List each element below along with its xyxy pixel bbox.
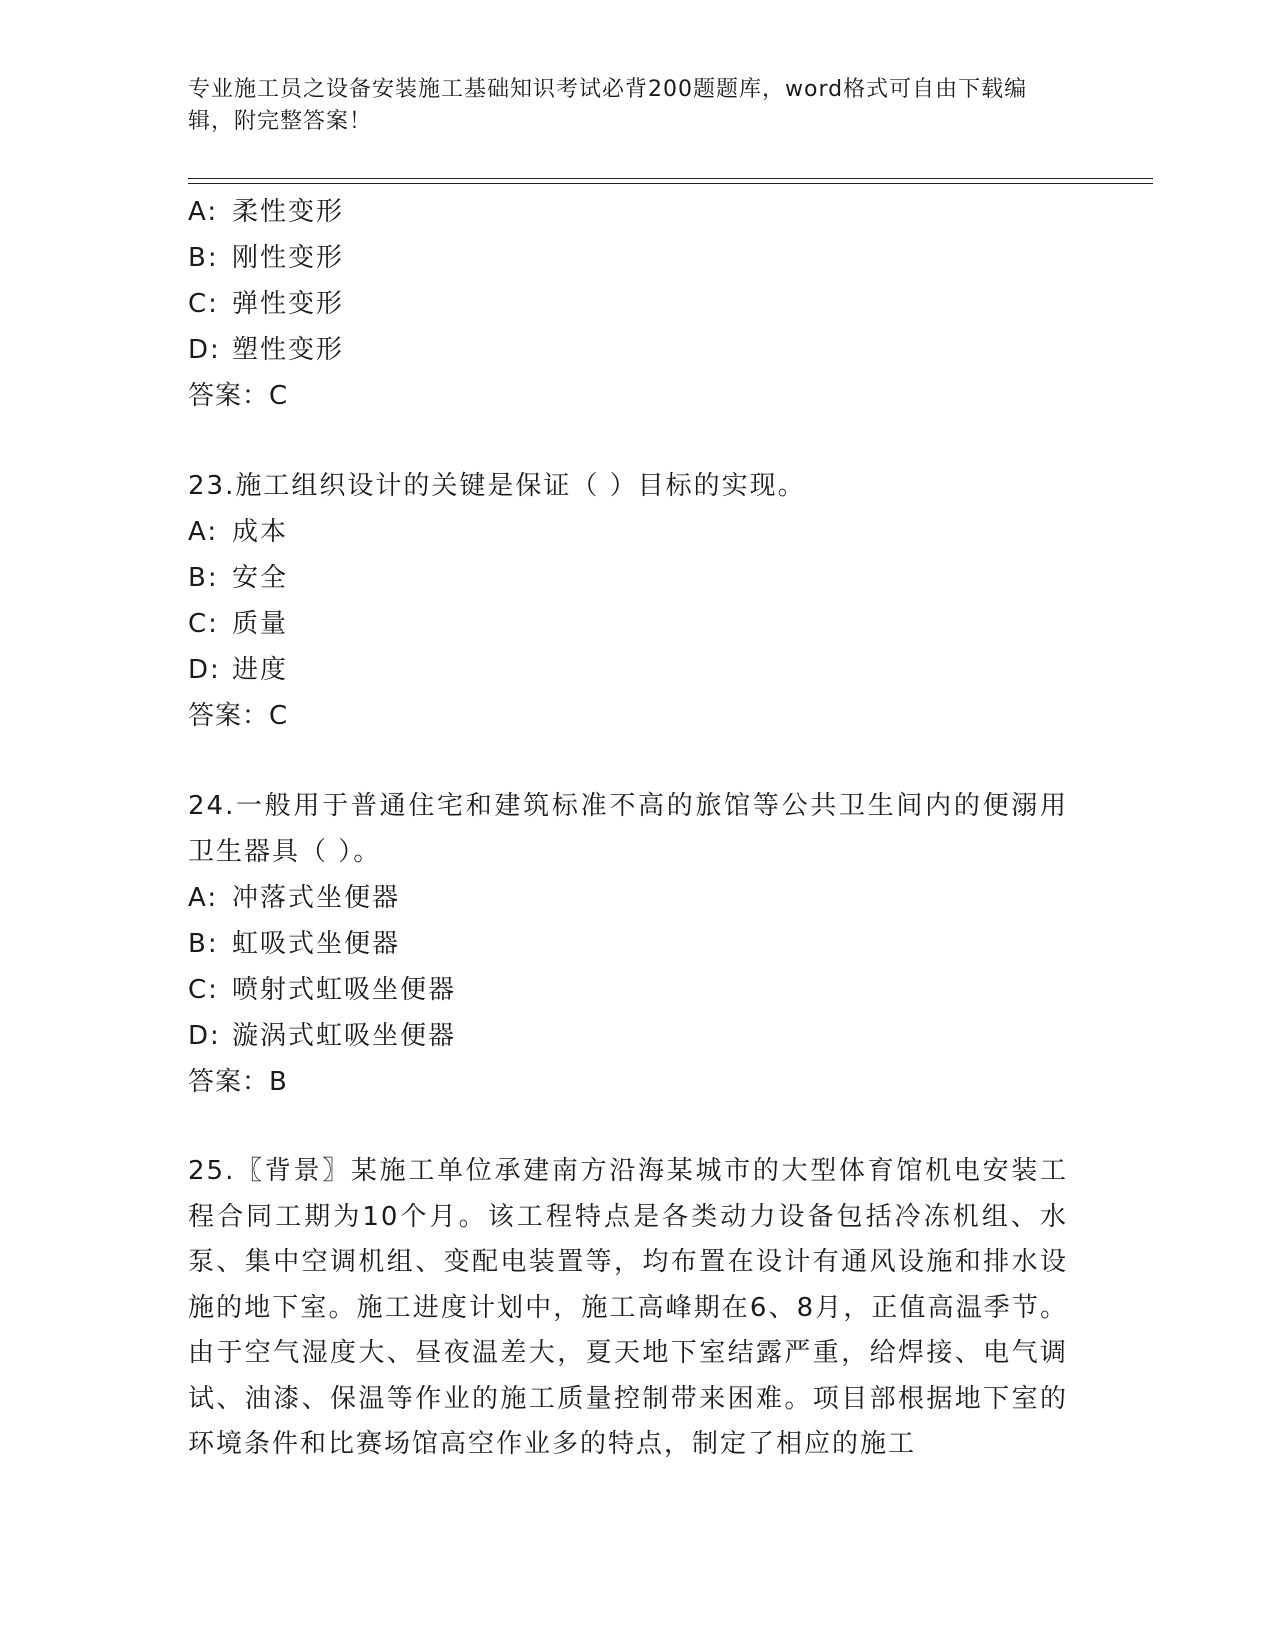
option-text: 虹吸式坐便器 [232, 929, 401, 959]
question-23 [188, 463, 1068, 739]
option-a [188, 875, 1068, 921]
option-d [188, 1013, 1068, 1059]
header-rule-bottom [188, 183, 1153, 184]
option-letter: D: [188, 655, 221, 685]
option-a [188, 189, 1068, 235]
question-text: 23.施工组织设计的关键是保证（ ）目标的实现。 [188, 471, 806, 501]
option-a [188, 509, 1068, 555]
option-d [188, 647, 1068, 693]
option-b [188, 555, 1068, 601]
option-d [188, 327, 1068, 373]
option-b [188, 921, 1068, 967]
question-24 [188, 783, 1068, 1105]
option-letter: C: [188, 975, 219, 1005]
option-text: 质量 [232, 609, 289, 639]
answer: 答案：B [188, 1067, 288, 1097]
option-letter: B: [188, 929, 219, 959]
option-letter: A: [188, 517, 219, 547]
option-text: 喷射式虹吸坐便器 [232, 975, 457, 1005]
option-c [188, 281, 1068, 327]
option-c [188, 601, 1068, 647]
option-letter: C: [188, 609, 219, 639]
question-text: 25.〖背景〗某施工单位承建南方沿海某城市的大型体育馆机电安装工程合同工期为10个月。该工程特点是各类动力设备包括冷冻机组、水泵、集中空调机组、变配电装置等，均布置在设计有通风设施和排水设施的地下室。施工进度计划中，施工高峰期在6、8月，正值高温季节。由于空气湿度大、昼夜温差大，夏天地下室结露严重，给焊接、电气调试、油漆、保温等作业的施工质量控制带来困难。项目部根据地下室的环境条件和比赛场馆高空作业多的特点，制定了相应的施工 [188, 1156, 1068, 1459]
option-text: 弹性变形 [232, 289, 345, 319]
option-text: 刚性变形 [232, 243, 345, 273]
option-letter: C: [188, 289, 219, 319]
option-text: 冲落式坐便器 [232, 883, 401, 913]
header-rule-top [188, 178, 1153, 179]
option-letter: A: [188, 883, 219, 913]
option-text: 柔性变形 [232, 197, 345, 227]
option-text: 漩涡式虹吸坐便器 [232, 1021, 457, 1051]
document-body [188, 189, 1068, 1468]
document-header: 专业施工员之设备安装施工基础知识考试必背200题题库，word格式可自由下载编辑，附完整答案！ [188, 77, 1028, 134]
option-letter: D: [188, 335, 221, 365]
option-letter: B: [188, 243, 219, 273]
question-25 [188, 1149, 1068, 1468]
option-text: 成本 [232, 517, 289, 547]
question-22 [188, 189, 1068, 419]
option-text: 塑性变形 [232, 335, 345, 365]
option-text: 安全 [232, 563, 289, 593]
answer: 答案：C [188, 381, 289, 411]
question-text: 24.一般用于普通住宅和建筑标准不高的旅馆等公共卫生间内的便溺用卫生器具（ ）。 [188, 791, 1068, 867]
answer: 答案：C [188, 701, 289, 731]
option-b [188, 235, 1068, 281]
option-text: 进度 [232, 655, 289, 685]
option-letter: D: [188, 1021, 221, 1051]
option-letter: B: [188, 563, 219, 593]
option-c [188, 967, 1068, 1013]
option-letter: A: [188, 197, 219, 227]
